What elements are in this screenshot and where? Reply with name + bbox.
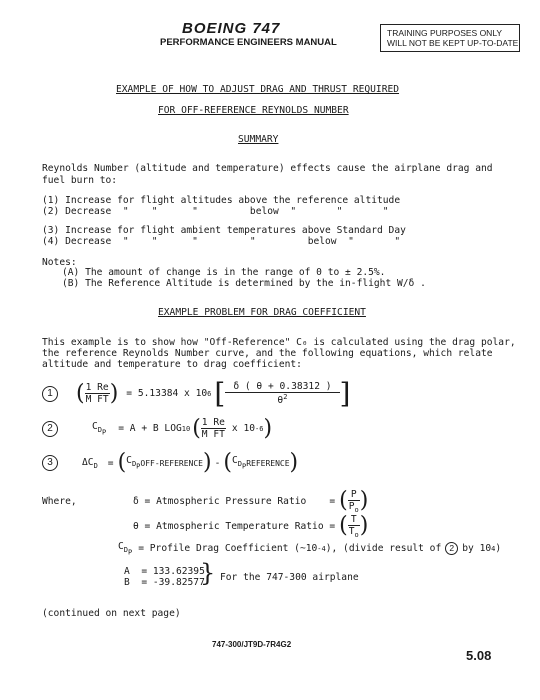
doc-code: 747-300/JT9D-7R4G2 xyxy=(212,640,292,649)
summary-item-2: (2) Decrease " " " below " " " xyxy=(42,206,389,217)
summary-item-3: (3) Increase for flight ambient temperatures above Standard Day xyxy=(42,225,406,236)
delta-definition: δ = Atmospheric Pressure Ratio = ( $\frac{P}{P_o}$ ) xyxy=(133,488,369,514)
notes-label: Notes: xyxy=(42,257,77,268)
summary-intro-1: Reynolds Number (altitude and temperature) effects cause the airplane drag and xyxy=(42,163,493,174)
equation-1: 1 ( $\frac{1 Re}{\text{M FT}}$ ) = 5.13384 x 10 6 [ $\frac{\delta ( \theta + 0.38312 )}{\theta^2}$ ] xyxy=(42,381,350,406)
eq2-lhs: $C_{D_P}$ xyxy=(92,420,107,437)
summary-intro-2: fuel burn to: xyxy=(42,175,118,186)
brand-logo: BOEING 747 xyxy=(182,20,281,37)
constant-a: A = 133.62395 xyxy=(124,566,205,577)
training-notice xyxy=(380,24,520,52)
example-heading: EXAMPLE PROBLEM FOR DRAG COEFFICIENT xyxy=(158,307,366,318)
page-number: 5.08 xyxy=(466,648,492,663)
example-intro-2: the reference Reynolds Number curve, and the following equations, which relate xyxy=(42,348,493,359)
notice-line-2: WILL NOT BE KEPT UP-TO-DATE xyxy=(387,38,519,48)
airplane-note: For the 747-300 airplane xyxy=(220,572,359,583)
doc-title-line-1: EXAMPLE OF HOW TO ADJUST DRAG AND THRUST REQUIRED xyxy=(116,84,400,95)
equation-number-1: 1 xyxy=(42,386,58,402)
equation-2: 2 $C_{D_P}$ = A + B LOG 10 ( $\frac{1 Re}{\text{M FT}}$ x 10 -6 ) xyxy=(42,417,272,440)
notice-line-1: TRAINING PURPOSES ONLY xyxy=(387,28,503,38)
example-intro-1: This example is to show how "Off-Reference" C₀ is calculated using the drag polar, xyxy=(42,337,516,348)
summary-heading: SUMMARY xyxy=(238,134,279,145)
continued-note: (continued on next page) xyxy=(42,608,181,619)
eq1-coefficient: = 5.13384 x 10 xyxy=(126,388,208,400)
constants-brace: } xyxy=(200,559,216,587)
equation-3: 3 $\Delta C_D$ = ( $C_{D_POFF-REFERENCE}$ ) - ( $C_{D_PREFERENCE}$ ) xyxy=(42,452,298,474)
theta-definition: θ = Atmospheric Temperature Ratio = ( $\frac{T}{T_o}$ ) xyxy=(133,513,369,539)
eq1-lhs-fraction: $\frac{1 Re}{\text{M FT}}$ xyxy=(85,382,109,406)
cdp-equation-ref: 2 xyxy=(445,542,458,555)
eq1-rhs-fraction: $\frac{\delta ( \theta + 0.38312 )}{\theta^2}$ xyxy=(225,381,339,406)
note-a: (A) The amount of change is in the range of 0 to ± 2.5%. xyxy=(62,267,386,278)
cdp-definition: $C_{D_P}$ = Profile Drag Coefficient (~10 -4 ), (divide result of 2 by 10 4 ) xyxy=(118,541,502,557)
equation-number-3: 3 xyxy=(42,455,58,471)
equation-number-2: 2 xyxy=(42,421,58,437)
constant-b: B = -39.82577 xyxy=(124,577,205,588)
summary-item-1: (1) Increase for flight altitudes above the reference altitude xyxy=(42,195,401,206)
manual-title: PERFORMANCE ENGINEERS MANUAL xyxy=(160,37,337,48)
doc-title-line-2: FOR OFF-REFERENCE REYNOLDS NUMBER xyxy=(158,105,349,116)
where-label: Where, xyxy=(42,496,77,507)
summary-item-4: (4) Decrease " " " " below " " xyxy=(42,236,401,247)
eq2-fraction: $\frac{1 Re}{\text{M FT}}$ xyxy=(201,417,225,440)
example-intro-3: altitude and temperature to drag coefficient: xyxy=(42,359,302,370)
note-b: (B) The Reference Altitude is determined by the in-flight W/δ . xyxy=(62,278,426,289)
eq3-lhs: $\Delta C_D$ xyxy=(82,456,98,470)
